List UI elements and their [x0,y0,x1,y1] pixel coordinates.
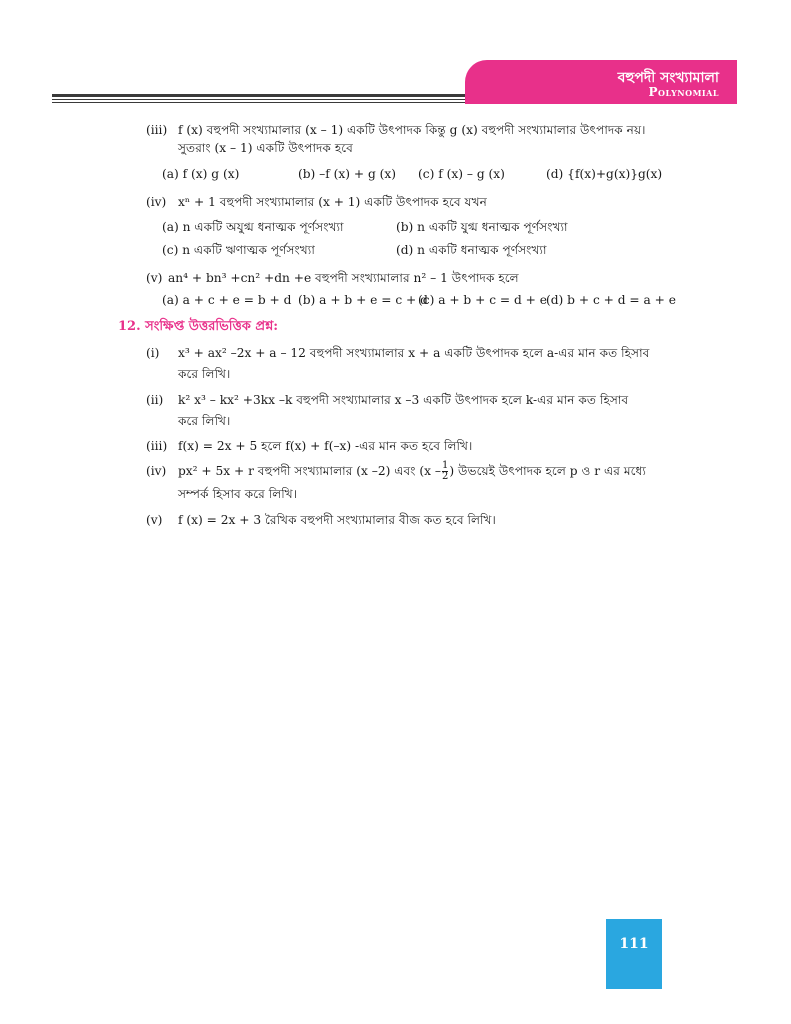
option-b: (b) –f (x) + g (x) [298,167,397,181]
question-text [178,460,646,482]
question-text: x³ + ax² –2x + a – 12 বহুপদী সংখ্যামালার x + a একটি উৎপাদক হলে a-এর মান কত হিসাব [178,346,650,360]
option-c: (c) f (x) – g (x) [418,167,505,181]
page-number-box [606,919,662,989]
question-text: f (x) = 2x + 3 রৈখিক বহুপদী সংখ্যামালার বীজ কত হবে লিখি। [178,513,496,527]
question-text-part: ) উভয়েই উৎপাদক হলে p ও r এর মধ্যে [449,464,646,478]
question-number: (ii) [146,393,164,407]
option-d: (d) b + c + d = a + e [546,293,676,307]
question-number: (iv) [146,464,167,478]
question-number: (iii) [146,439,168,453]
question-number: (v) [146,271,163,285]
question-number: (i) [146,346,160,360]
section-heading: 12. সংক্ষিপ্ত উত্তরভিত্তিক প্রশ্ন: [118,319,279,334]
question-number: (iv) [146,195,167,209]
header-rule [52,94,472,104]
option-b: (b) n একটি যুগ্ম ধনাত্মক পূর্ণসংখ্যা [396,220,568,234]
question-number: (iii) [146,123,168,137]
option-a: (a) a + c + e = b + d [162,293,292,307]
fraction-denominator: 2 [442,471,449,482]
option-c: (c) n একটি ঋণাত্মক পূর্ণসংখ্যা [162,243,315,257]
question-text: f(x) = 2x + 5 হলে f(x) + f(–x) -এর মান কত হবে লিখি। [178,439,473,453]
question-number: (v) [146,513,163,527]
chapter-title: বহুপদী সংখ্যামালা [617,70,719,86]
option-a: (a) f (x) g (x) [162,167,240,181]
question-text: করে লিখি। [178,367,231,381]
option-d: (d) {f(x)+g(x)}g(x) [546,167,663,181]
question-text-part: px² + 5x + r বহুপদী সংখ্যামালার (x –2) এবং (x – [178,464,442,478]
option-a: (a) n একটি অযুগ্ম ধনাত্মক পূর্ণসংখ্যা [162,220,344,234]
fraction [442,461,448,482]
fraction-numerator: 1 [442,460,449,471]
question-text: k² x³ – kx² +3kx –k বহুপদী সংখ্যামালার x –3 একটি উৎপাদক হলে k-এর মান কত হিসাব [178,393,629,407]
option-d: (d) n একটি ধনাত্মক পূর্ণসংখ্যা [396,243,547,257]
option-c: (c) a + b + c = d + e [418,293,547,307]
question-text: f (x) বহুপদী সংখ্যামালার (x – 1) একটি উৎপাদক কিন্তু g (x) বহুপদী সংখ্যামালার উৎপাদক নয়। [178,123,646,137]
option-b: (b) a + b + e = c + d [298,293,428,307]
question-text: সুতরাং (x – 1) একটি উৎপাদক হবে [178,141,353,155]
question-text: an⁴ + bn³ +cn² +dn +e বহুপদী সংখ্যামালার n² – 1 উৎপাদক হলে [168,271,519,285]
chapter-subtitle: Polynomial [648,85,719,99]
page-number: 111 [619,936,649,952]
chapter-header-tab [465,60,737,104]
question-text: সম্পর্ক হিসাব করে লিখি। [178,487,298,501]
question-text: করে লিখি। [178,414,231,428]
question-text: xⁿ + 1 বহুপদী সংখ্যামালার (x + 1) একটি উৎপাদক হবে যখন [178,195,487,209]
